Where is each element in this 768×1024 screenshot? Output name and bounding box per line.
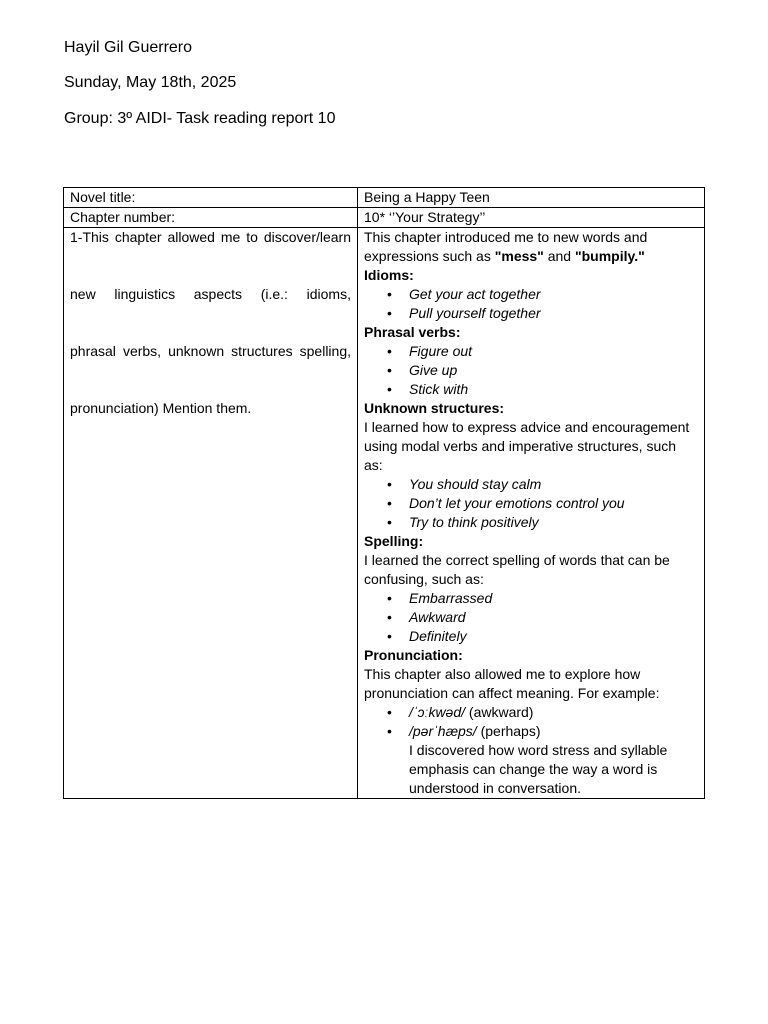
list-item: • Stick with [409, 380, 698, 399]
author-name: Hayil Gil Guerrero [64, 39, 193, 56]
question-word: aspects [193, 286, 243, 302]
answer-cell [358, 228, 705, 799]
question-line: phrasal verbs, unknown structures spelling, [70, 343, 351, 359]
report-date: Sunday, May 18th, 2025 [64, 74, 237, 91]
ipa-word: (perhaps) [476, 723, 541, 739]
pronunciation-heading: Pronunciation: [364, 647, 463, 663]
question-text [70, 228, 351, 418]
list-item [409, 703, 698, 722]
list-item: • Embarrassed [409, 589, 698, 608]
list-item: • Get your act together [409, 285, 698, 304]
list-item: • Don’t let your emotions control you [409, 494, 698, 513]
question-line: pronunciation) Mention them. [70, 400, 252, 416]
list-item: • Pull yourself together [409, 304, 698, 323]
new-word-mess: "mess" [494, 248, 544, 264]
idioms-heading: Idioms: [364, 267, 414, 283]
table-row [64, 188, 705, 208]
question-word: linguistics [114, 286, 176, 302]
intro-and: and [543, 248, 575, 264]
question-word: (i.e.: [260, 286, 288, 302]
list-item: • Give up [409, 361, 698, 380]
intro-text: This chapter introduced me to new words and expressions such as [364, 229, 648, 264]
list-item: • Figure out [409, 342, 698, 361]
list-item: • Awkward [409, 608, 698, 627]
novel-title-value: Being a Happy Teen [358, 188, 705, 208]
unknown-structures-heading: Unknown structures: [364, 400, 505, 416]
structures-description: I learned how to express advice and encouragement using modal verbs and imperative structures, such as: [364, 419, 690, 473]
table-row [64, 228, 705, 799]
question-line: 1-This chapter allowed me to discover/learn [70, 229, 351, 245]
novel-title-label: Novel title: [64, 188, 358, 208]
list-item: • Definitely [409, 627, 698, 646]
ipa-word: (awkward) [465, 704, 534, 720]
question-word: new [70, 286, 96, 302]
idioms-list [364, 285, 698, 323]
chapter-number-value: 10* ‘’Your Strategy’’ [358, 208, 705, 228]
ipa-transcription: /ˈɔːkwəd/ [409, 704, 466, 720]
phrasal-verbs-list [364, 342, 698, 399]
answer-intro [364, 228, 698, 266]
spelling-list [364, 589, 698, 646]
spelling-heading: Spelling: [364, 533, 424, 549]
question-line [70, 285, 351, 304]
table-row [64, 208, 705, 228]
new-word-bumpily: "bumpily." [574, 248, 645, 264]
group-line: Group: 3º AIDI- Task reading report 10 [64, 110, 336, 127]
pronunciation-description: This chapter also allowed me to explore how pronunciation can affect meaning. For example: [364, 666, 660, 701]
list-item [409, 722, 698, 741]
chapter-number-label: Chapter number: [64, 208, 358, 228]
report-table [63, 187, 705, 799]
question-word: idioms, [306, 286, 351, 302]
structures-list [364, 475, 698, 532]
pronunciation-list [364, 703, 698, 741]
spelling-description: I learned the correct spelling of words that can be confusing, such as: [364, 552, 670, 587]
list-item: • You should stay calm [409, 475, 698, 494]
question-cell [64, 228, 358, 799]
pronunciation-note: I discovered how word stress and syllable emphasis can change the way a word is understood in conversation. [409, 742, 668, 796]
phrasal-verbs-heading: Phrasal verbs: [364, 324, 461, 340]
ipa-transcription: /pərˈhæps/ [409, 723, 477, 739]
list-item: • Try to think positively [409, 513, 698, 532]
